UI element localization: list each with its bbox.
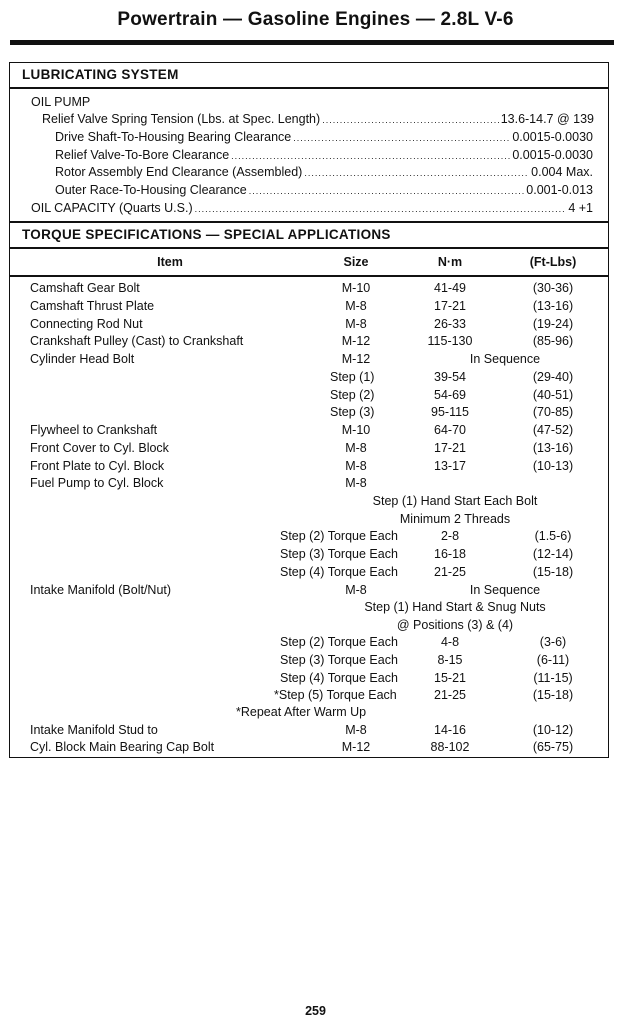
cell-step: Step (3) Torque Each [280, 653, 398, 667]
cell-nm: 54-69 [434, 388, 466, 402]
lubricating-spec-row [55, 164, 593, 181]
table-row [0, 474, 631, 492]
spec-label: OIL CAPACITY (Quarts U.S.) [31, 201, 193, 215]
leader-dots [304, 165, 529, 182]
cell-item: Connecting Rod Nut [30, 317, 143, 331]
cell-size: M-8 [345, 583, 367, 597]
spec-label: Outer Race-To-Housing Clearance [55, 183, 247, 197]
cell-ft-lbs: (3-6) [539, 635, 567, 649]
col-header-item: Item [157, 255, 183, 269]
table-row [0, 492, 631, 510]
table-row [0, 651, 631, 669]
cell-size: M-8 [345, 723, 367, 737]
section-divider [9, 247, 609, 249]
cell-instruction: Step (1) Hand Start & Snug Nuts [364, 600, 546, 614]
table-row [0, 563, 631, 581]
cell-ft-lbs: (1.5-6) [534, 529, 572, 543]
cell-instruction: Step (1) Hand Start Each Bolt [372, 494, 538, 508]
cell-ft-lbs: (29-40) [532, 370, 574, 384]
table-row [0, 439, 631, 457]
cell-ft-lbs: (85-96) [532, 334, 574, 348]
cell-step: Step (4) Torque Each [280, 565, 398, 579]
cell-step: Step (3) [330, 405, 375, 419]
cell-ft-lbs: (13-16) [532, 299, 574, 313]
cell-nm: 95-115 [431, 405, 469, 419]
spec-value: 0.0015-0.0030 [512, 148, 593, 162]
table-row [0, 738, 631, 756]
cell-item: Cyl. Block Main Bearing Cap Bolt [30, 740, 215, 754]
table-row [0, 616, 631, 634]
spec-label: Relief Valve Spring Tension (Lbs. at Spec. Length) [42, 112, 321, 126]
cell-size: M-12 [341, 740, 371, 754]
cell-nm: 64-70 [434, 423, 466, 437]
cell-ft-lbs: (15-18) [532, 688, 574, 702]
cell-step: Step (3) Torque Each [280, 547, 398, 561]
cell-ft-lbs: (19-24) [532, 317, 574, 331]
cell-nm: 26-33 [434, 317, 466, 331]
lubricating-spec-row [55, 182, 593, 199]
cell-size: M-12 [341, 334, 371, 348]
table-row [0, 633, 631, 651]
table-row [0, 350, 631, 368]
cell-nm: 21-25 [434, 565, 466, 579]
cell-ft-lbs: (65-75) [532, 740, 574, 754]
cell-item: Intake Manifold (Bolt/Nut) [30, 583, 172, 597]
cell-in-sequence: In Sequence [469, 352, 541, 366]
table-row [0, 598, 631, 616]
table-row [0, 457, 631, 475]
cell-item: Fuel Pump to Cyl. Block [30, 476, 164, 490]
cell-step: Step (4) Torque Each [280, 671, 398, 685]
page-number: 259 [305, 1004, 326, 1018]
cell-ft-lbs: (11-15) [533, 671, 573, 685]
table-row [0, 581, 631, 599]
cell-size: M-10 [341, 423, 371, 437]
lubricating-spec-row [55, 147, 593, 164]
cell-instruction: Minimum 2 Threads [399, 512, 511, 526]
oil-capacity-row [31, 200, 593, 217]
cell-nm: 17-21 [434, 299, 466, 313]
table-row [0, 669, 631, 687]
cell-item: Flywheel to Crankshaft [30, 423, 158, 437]
cell-size: M-8 [345, 441, 367, 455]
table-row [0, 545, 631, 563]
col-header-size: Size [343, 255, 369, 269]
lubricating-section-title: LUBRICATING SYSTEM [22, 67, 179, 82]
section-divider [9, 87, 609, 89]
lubricating-spec-row [55, 129, 593, 146]
cell-item: Camshaft Thrust Plate [30, 299, 155, 313]
cell-nm: 16-18 [434, 547, 466, 561]
page-title: Powertrain — Gasoline Engines — 2.8L V-6 [117, 9, 514, 30]
torque-section-title: TORQUE SPECIFICATIONS — SPECIAL APPLICATIONS [22, 227, 391, 242]
cell-ft-lbs: (10-13) [532, 459, 574, 473]
spec-label: Relief Valve-To-Bore Clearance [55, 148, 230, 162]
table-row [0, 403, 631, 421]
leader-dots [322, 112, 499, 129]
cell-step: Step (2) [330, 388, 375, 402]
cell-size: M-8 [345, 317, 367, 331]
cell-step: Step (2) Torque Each [280, 635, 398, 649]
cell-ft-lbs: (12-14) [532, 547, 574, 561]
cell-ft-lbs: (40-51) [532, 388, 574, 402]
cell-item: Camshaft Gear Bolt [30, 281, 140, 295]
spec-label: Drive Shaft-To-Housing Bearing Clearance [55, 130, 292, 144]
cell-nm: 8-15 [437, 653, 463, 667]
spec-value: 0.004 Max. [531, 165, 593, 179]
cell-ft-lbs: (47-52) [532, 423, 574, 437]
cell-ft-lbs: (13-16) [532, 441, 574, 455]
cell-nm: 41-49 [434, 281, 466, 295]
cell-nm: 13-17 [434, 459, 466, 473]
cell-size: M-12 [341, 352, 371, 366]
cell-nm: 21-25 [434, 688, 466, 702]
cell-size: M-8 [345, 299, 367, 313]
cell-nm: 2-8 [440, 529, 460, 543]
lubricating-spec-row [42, 111, 594, 128]
table-row [0, 721, 631, 739]
cell-step: Step (1) [330, 370, 375, 384]
table-row [0, 703, 631, 721]
cell-nm: 88-102 [430, 740, 470, 754]
cell-size: M-8 [345, 476, 367, 490]
leader-dots [293, 130, 510, 147]
cell-ft-lbs: (70-85) [532, 405, 574, 419]
title-rule [10, 40, 614, 45]
cell-item: Front Plate to Cyl. Block [30, 459, 165, 473]
cell-ft-lbs: (6-11) [536, 653, 570, 667]
spec-value: 0.001-0.013 [526, 183, 593, 197]
table-row [0, 686, 631, 704]
cell-step: *Step (5) Torque Each [274, 688, 397, 702]
table-row [0, 315, 631, 333]
spec-value: 13.6-14.7 @ 139 [500, 112, 594, 126]
cell-nm: 14-16 [434, 723, 466, 737]
col-header-nm: N·m [437, 255, 463, 269]
table-row [0, 510, 631, 528]
table-row [0, 332, 631, 350]
spec-value: 0.0015-0.0030 [512, 130, 593, 144]
cell-item: Crankshaft Pulley (Cast) to Crankshaft [30, 334, 244, 348]
cell-nm: 115-130 [427, 334, 473, 348]
cell-item: Cylinder Head Bolt [30, 352, 135, 366]
cell-ft-lbs: (15-18) [532, 565, 574, 579]
cell-size: M-8 [345, 459, 367, 473]
leader-dots [249, 183, 525, 200]
cell-size: M-10 [341, 281, 371, 295]
table-row [0, 368, 631, 386]
cell-nm: 17-21 [434, 441, 466, 455]
cell-ft-lbs: (10-12) [532, 723, 574, 737]
spec-value: 4 +1 [568, 201, 593, 215]
oil-pump-label: OIL PUMP [31, 95, 91, 109]
header-divider [9, 275, 609, 277]
col-header-ft-lbs: (Ft-Lbs) [529, 255, 577, 269]
leader-dots [231, 148, 510, 165]
table-row [0, 297, 631, 315]
table-row [0, 279, 631, 297]
section-divider [9, 221, 609, 223]
cell-item: Front Cover to Cyl. Block [30, 441, 169, 455]
cell-item: Intake Manifold Stud to [30, 723, 158, 737]
table-row [0, 386, 631, 404]
cell-nm: 4-8 [440, 635, 460, 649]
table-row [0, 421, 631, 439]
cell-nm: 15-21 [434, 671, 466, 685]
spec-label: Rotor Assembly End Clearance (Assembled) [55, 165, 303, 179]
table-row [0, 527, 631, 545]
cell-in-sequence: In Sequence [469, 583, 541, 597]
cell-instruction: @ Positions (3) & (4) [396, 618, 514, 632]
cell-footnote: *Repeat After Warm Up [236, 705, 367, 719]
cell-nm: 39-54 [434, 370, 466, 384]
cell-ft-lbs: (30-36) [532, 281, 574, 295]
leader-dots [195, 201, 567, 218]
cell-step: Step (2) Torque Each [280, 529, 398, 543]
